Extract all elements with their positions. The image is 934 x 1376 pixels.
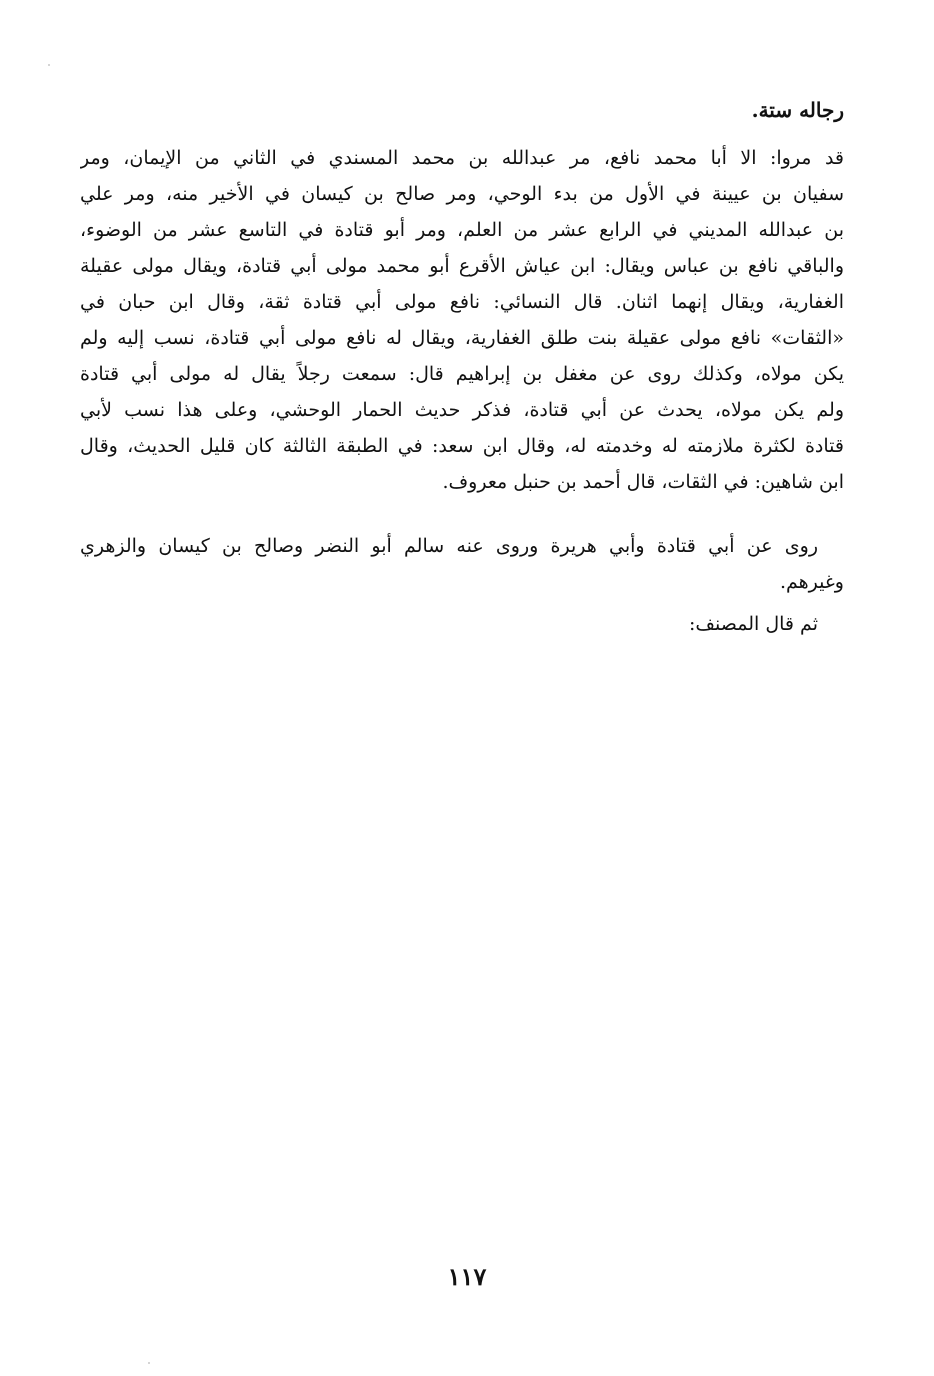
scan-speck (148, 1362, 150, 1364)
text-line: يكن مولاه، وكذلك روى عن مغفل بن إبراهيم قال: سمعت رجلاً يقال له مولى أبي قتادة (80, 363, 844, 385)
text-line: وغيرهم. (779, 571, 844, 593)
text-line: الغفارية، ويقال إنهما اثنان. قال النسائي: نافع مولى أبي قتادة ثقة، وقال ابن حبان في (80, 291, 844, 313)
paragraph-transmission (80, 528, 844, 600)
text-line: ولم يكن مولاه، يحدث عن أبي قتادة، فذكر حديث الحمار الوحشي، وعلى هذا نسب لأبي (80, 399, 844, 421)
text-line: ثم قال المصنف: (688, 613, 818, 635)
paragraph-narrators (80, 140, 844, 500)
text-line: روى عن أبي قتادة وأبي هريرة وروى عنه سالم أبو النضر وصالح بن كيسان والزهري (80, 535, 818, 557)
text-line: بن عبدالله المديني في الرابع عشر من العلم، ومر أبو قتادة في التاسع عشر من الوضوء، (80, 219, 844, 241)
scan-speck (48, 64, 50, 66)
text-line: والباقي نافع بن عباس ويقال: ابن عياش الأقرع أبو محمد مولى أبي قتادة، ويقال مولى عقيلة (80, 255, 844, 277)
section-heading (80, 92, 844, 128)
text-line: سفيان بن عيينة في الأول من بدء الوحي، ومر صالح بن كيسان في الأخير منه، ومر علي (80, 183, 844, 205)
text-line: «الثقات» نافع مولى عقيلة بنت طلق الغفارية، ويقال له نافع مولى أبي قتادة، نسب إليه ولم (80, 327, 844, 349)
text-line: ابن شاهين: في الثقات، قال أحمد بن حنبل معروف. (442, 471, 844, 493)
heading-text: رجاله ستة. (751, 98, 844, 122)
text-line: قد مروا: الا أبا محمد نافع، مر عبدالله بن محمد المسندي في الثاني من الإيمان، ومر (80, 147, 844, 169)
page-number: ١١٧ (447, 1262, 487, 1291)
text-line: قتادة لكثرة ملازمته له وخدمته له، وقال ابن سعد: في الطبقة الثالثة كان قليل الحديث، وقال (80, 435, 844, 457)
paragraph-author-said (80, 606, 844, 642)
